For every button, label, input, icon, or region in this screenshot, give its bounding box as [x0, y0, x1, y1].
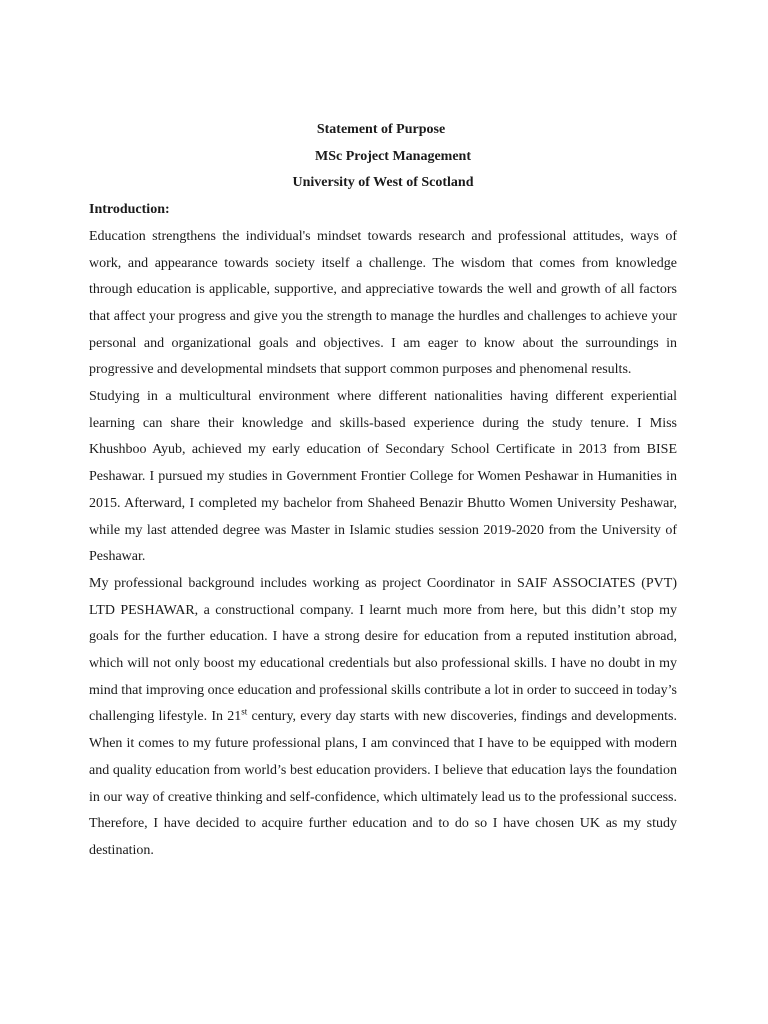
paragraph-intro: Education strengthens the individual's mindset towards research and professional attitudes, ways of work, and appearance towards society itself a challenge. The wisdom that comes from knowledge through education is applicable, supportive, and appreciative towards the well and growth of all factors that affect your progress and give you the strength to manage the hurdles and challenges to achieve your personal and organizational goals and objectives. I am eager to know about the surroundings in progressive and developmental mindsets that support common purposes and phenomenal results.: [89, 228, 677, 378]
paragraph-education: Studying in a multicultural environment where different nationalities having different experiential learning can share their knowledge and skills-based experience during the study tenure. I Miss Khushboo Ayub, achieved my early education of Secondary School Certificate in 2013 from BISE Peshawar. I pursued my studies in Government Frontier College for Women Peshawar in Humanities in 2015. Afterward, I completed my bachelor from Shaheed Benazir Bhutto Women University Peshawar, while my last attended degree was Master in Islamic studies session 2019-2020 from the University of Peshawar.: [89, 389, 677, 565]
paragraph-professional-part1: My professional background includes working as project Coordinator in SAIF ASSOCIATES (PVT) LTD PESHAWAR, a constructional company. I learnt much more from here, but this didn’t stop my goals for the further education. I have a strong desire for education from a reputed institution abroad, which will not only boost my educational credentials but also professional skills. I have no doubt in my mind that improving once education and professional skills contribute a lot in order to succeed in today’s challenging lifestyle. In 21: [89, 575, 677, 725]
ordinal-superscript: st: [241, 706, 248, 717]
paragraph-professional: [89, 571, 677, 865]
program-title: MSc Project Management: [314, 148, 472, 164]
document-body: [89, 117, 677, 865]
section-heading: Introduction:: [89, 202, 170, 218]
university-title: University of West of Scotland: [292, 175, 474, 191]
paragraph-professional-part2: century, every day starts with new discoveries, findings and developments. When it comes to my future professional plans, I am convinced that I have to be equipped with modern and quality education from world’s best education providers. I believe that education lays the foundation in our way of creative thinking and self-confidence, which ultimately lead us to the professional success. Therefore, I have decided to acquire further education and to do so I have chosen UK as my study destination.: [89, 709, 677, 858]
document-title: Statement of Purpose: [316, 122, 446, 137]
